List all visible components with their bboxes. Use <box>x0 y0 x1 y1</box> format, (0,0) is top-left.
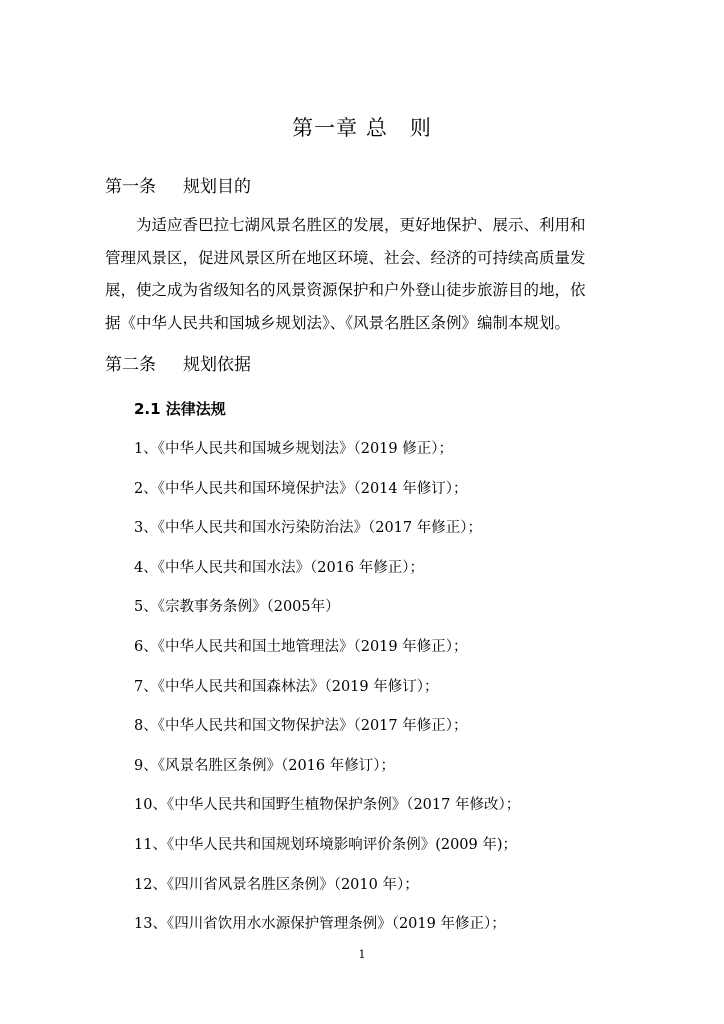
list-item: 10、《中华人民共和国野生植物保护条例》（2017 年修改）； <box>134 797 521 814</box>
paragraph-line: 展，使之成为省级知名的风景资源保护和户外登山徒步旅游目的地，依 <box>105 281 586 299</box>
law-list <box>134 430 520 945</box>
list-item: 12、《四川省风景名胜区条例》（2010 年）； <box>134 876 419 893</box>
article-1-title: 规划目的 <box>183 177 251 197</box>
paragraph-line: 为适应香巴拉七湖风景名胜区的发展，更好地保护、展示、利用和 <box>136 216 586 234</box>
list-item: 13、《四川省饮用水水源保护管理条例》（2019 年修正）； <box>134 916 506 933</box>
page-number: 1 <box>358 948 366 961</box>
list-item: 3、《中华人民共和国水污染防治法》（2017 年修正）； <box>134 520 482 537</box>
subsection-title: 2.1 法律法规 <box>134 400 226 418</box>
paragraph-line: 管理风景区，促进风景区所在地区环境、社会、经济的可持续高质量发 <box>105 248 586 267</box>
list-item: 8、《中华人民共和国文物保护法》（2017 年修正）； <box>134 718 468 735</box>
article-1-number: 第一条 <box>105 177 156 197</box>
article-2-title: 规划依据 <box>183 355 251 375</box>
list-item: 9、《风景名胜区条例》（2016 年修订）； <box>134 757 395 774</box>
article-1-paragraph <box>105 209 635 339</box>
paragraph-line: 据《中华人民共和国城乡规划法》、《风景名胜区条例》编制本规划。 <box>105 313 571 332</box>
list-item: 2、《中华人民共和国环境保护法》（2014 年修订）； <box>134 480 468 497</box>
chapter-title: 第一章 总 则 <box>292 116 432 140</box>
list-item: 11、《中华人民共和国规划环境影响评价条例》(2009 年)； <box>134 836 518 853</box>
list-item: 5、《宗教事务条例》（2005年） <box>134 599 340 616</box>
article-1-heading <box>105 172 251 197</box>
article-2-heading <box>105 350 251 375</box>
list-item: 4、《中华人民共和国水法》（2016 年修正）； <box>134 559 424 576</box>
list-item: 1、《中华人民共和国城乡规划法》（2019 修正）； <box>134 441 453 457</box>
list-item: 7、《中华人民共和国森林法》（2019 年修订）； <box>134 678 439 695</box>
list-item: 6、《中华人民共和国土地管理法》（2019 年修正）； <box>134 638 468 655</box>
article-2-number: 第二条 <box>105 355 156 375</box>
